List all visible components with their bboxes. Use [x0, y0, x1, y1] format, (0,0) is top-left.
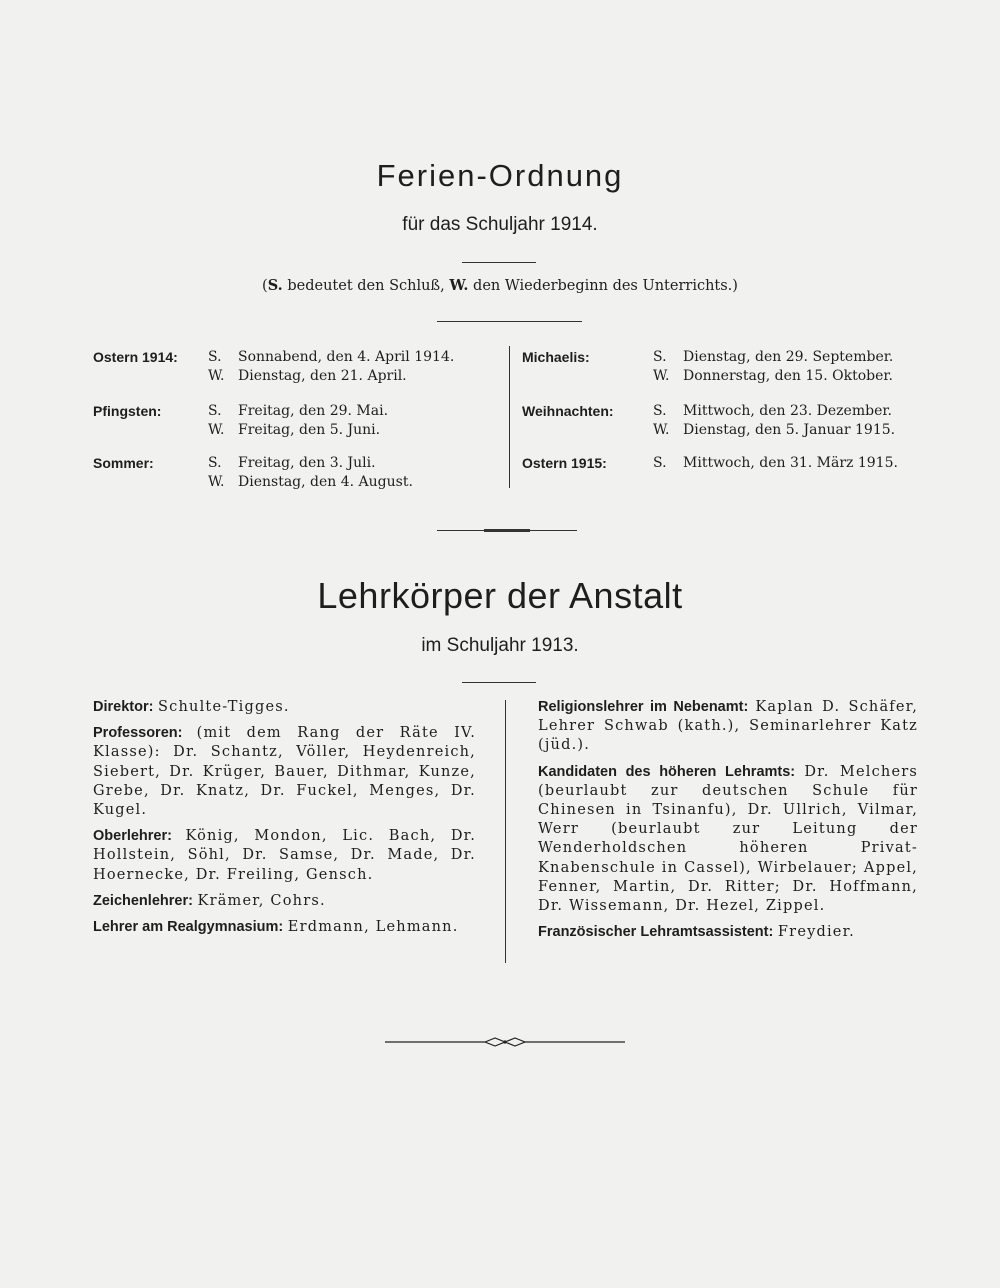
holiday-code: S.	[208, 403, 222, 419]
lehrkoerper-title: Lehrkörper der Anstalt	[317, 575, 683, 616]
note-mid-text: bedeutet den Schluß,	[287, 278, 445, 294]
staff-names: Schulte-Tigges.	[158, 699, 290, 715]
holiday-row	[208, 473, 413, 492]
staff-names: Dr. Melchers (beurlaubt zur deutschen Schule für Chinesen in Tsinanfu), Dr. Ullrich, Vilmar, Werr (beurlaubt zur Leitung der Wenderholdschen höheren Privat-Knabenschule in Cassel), Wirbelauer; Appel, Fenner, Martin, Dr. Ritter; Dr. Hoffmann, Dr. Wissemann, Dr. Hezel, Zippel.	[538, 763, 919, 915]
staff-heading: Kandidaten des höheren Lehramts:	[538, 763, 796, 780]
holiday-date: Mittwoch, den 23. Dezember.	[683, 403, 892, 419]
holiday-date: Mittwoch, den 31. März 1915.	[683, 455, 898, 471]
holiday-date: Dienstag, den 4. August.	[238, 474, 413, 490]
ferien-subtitle: für das Schuljahr 1914.	[402, 214, 598, 235]
holiday-date: Donnerstag, den 15. Oktober.	[683, 368, 893, 384]
column-divider	[509, 346, 510, 488]
holiday-row	[653, 421, 895, 440]
holiday-row	[208, 454, 376, 473]
holiday-row	[653, 454, 898, 473]
holiday-date: Dienstag, den 29. September.	[683, 349, 894, 365]
staff-entry	[538, 923, 918, 942]
holiday-row	[653, 402, 892, 421]
holiday-code: W.	[653, 422, 670, 438]
holiday-label: Weihnachten:	[522, 403, 614, 419]
holiday-label: Ostern 1915:	[522, 455, 607, 471]
staff-entry	[93, 724, 476, 820]
staff-entry	[93, 918, 476, 937]
staff-names: (mit dem Rang der Räte IV. Klasse): Dr. Schantz, Völler, Heydenreich, Siebert, Dr. Krüger, Bauer, Dithmar, Kunze, Grebe, Dr. Knatz, Dr. Fuckel, Menges, Dr. Kugel.	[93, 725, 477, 819]
divider-rule	[484, 529, 530, 532]
staff-heading: Professoren:	[93, 725, 183, 742]
note-end-text: den Wiederbeginn des Unterrichts.)	[473, 278, 738, 294]
holiday-label: Sommer:	[93, 455, 154, 471]
note-s-abbr: S.	[267, 277, 283, 294]
staff-heading: Direktor:	[93, 699, 154, 715]
divider-rule	[437, 321, 582, 322]
ornament-divider	[385, 1035, 625, 1049]
holiday-date: Dienstag, den 21. April.	[238, 368, 407, 384]
holiday-row	[208, 421, 380, 440]
holiday-code: S.	[653, 403, 667, 419]
holiday-code: S.	[208, 349, 222, 365]
holiday-date: Sonnabend, den 4. April 1914.	[238, 349, 455, 365]
staff-column-left	[93, 698, 476, 944]
ferien-title: Ferien-Ordnung	[376, 158, 624, 193]
lehrkoerper-subtitle: im Schuljahr 1913.	[421, 635, 579, 656]
staff-names: Freydier.	[777, 924, 855, 941]
staff-entry	[93, 892, 476, 911]
staff-entry	[538, 698, 918, 756]
staff-names: Krämer, Cohrs.	[197, 892, 326, 909]
staff-heading: Oberlehrer:	[93, 828, 172, 845]
holiday-date: Dienstag, den 5. Januar 1915.	[683, 422, 896, 438]
staff-heading: Lehrer am Realgymnasium:	[93, 919, 284, 936]
staff-names: König, Mondon, Lic. Bach, Dr. Hollstein, Söhl, Dr. Samse, Dr. Made, Dr. Hoernecke, Dr. Freiling, Gensch.	[93, 828, 477, 883]
holiday-date: Freitag, den 29. Mai.	[238, 403, 389, 419]
staff-column-right	[538, 698, 918, 949]
staff-names: Erdmann, Lehmann.	[287, 919, 459, 936]
staff-entry	[93, 827, 476, 885]
ferien-note	[0, 277, 1000, 294]
holiday-code: W.	[653, 368, 670, 384]
staff-heading: Religionslehrer im Nebenamt:	[538, 699, 749, 715]
holiday-code: S.	[208, 455, 222, 471]
holiday-code: W.	[208, 474, 225, 490]
staff-heading: Zeichenlehrer:	[93, 892, 193, 909]
staff-heading: Französischer Lehramtsassistent:	[538, 924, 774, 941]
staff-entry	[93, 698, 476, 717]
holiday-row	[653, 367, 893, 386]
holiday-label: Ostern 1914:	[93, 349, 178, 365]
column-divider	[505, 700, 506, 963]
holiday-label: Michaelis:	[522, 349, 590, 365]
divider-rule	[462, 262, 536, 263]
staff-names: Kaplan D. Schäfer, Lehrer Schwab (kath.), Seminarlehrer Katz (jüd.).	[538, 699, 919, 754]
holiday-row	[208, 367, 407, 386]
holiday-code: W.	[208, 368, 225, 384]
holiday-date: Freitag, den 3. Juli.	[238, 455, 376, 471]
note-w-abbr: W.	[449, 277, 469, 294]
note-open-paren: (	[262, 278, 268, 294]
staff-entry	[538, 763, 918, 917]
holiday-code: W.	[208, 422, 225, 438]
holiday-label: Pfingsten:	[93, 403, 162, 419]
holiday-row	[653, 348, 893, 367]
holiday-code: S.	[653, 349, 667, 365]
holiday-date: Freitag, den 5. Juni.	[238, 422, 381, 438]
divider-rule	[462, 682, 536, 683]
holiday-row	[208, 348, 454, 367]
holiday-row	[208, 402, 388, 421]
holiday-code: S.	[653, 455, 667, 471]
